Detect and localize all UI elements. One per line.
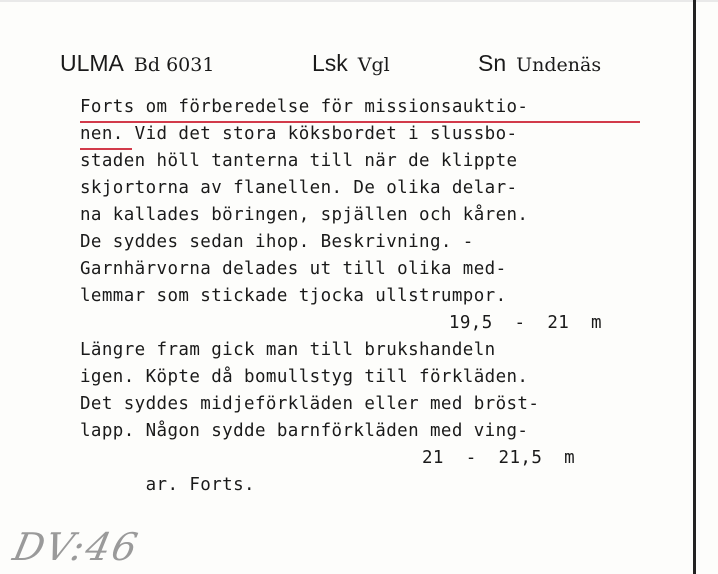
text-line: Längre fram gick man till brukshandeln <box>80 340 496 360</box>
text-line: staden höll tanterna till när de klippte <box>80 151 518 171</box>
text-line: igen. Köpte då bomullstyg till förkläden. <box>80 367 529 387</box>
card-right-edge <box>693 0 696 574</box>
archive-value: Bd 6031 <box>133 54 215 76</box>
socken-field <box>478 50 601 79</box>
text-line: na kallades böringen, spjällen och kåren. <box>80 205 529 225</box>
text-line: nen. Vid det stora köksbordet i slussbo- <box>80 124 518 144</box>
text-line: Det syddes midjeförkläden eller med bröst- <box>80 394 540 414</box>
text-line: skjortorna av flanellen. De olika delar- <box>80 178 518 198</box>
socken-label: Sn <box>478 50 507 76</box>
socken-value: Undenäs <box>516 54 602 76</box>
card-body <box>80 94 680 495</box>
landskap-label: Lsk <box>312 50 348 76</box>
last-line-text: ar. Forts. <box>145 475 255 495</box>
archive-label: ULMA <box>60 50 124 76</box>
landskap-field <box>312 50 390 79</box>
text-line: lemmar som stickade tjocka ullstrumpor. <box>80 286 507 306</box>
landskap-value: Vgl <box>357 54 390 76</box>
last-line <box>80 445 680 495</box>
measure-range-2: 21 - 21,5 m <box>422 448 576 468</box>
measure-range-1: 19,5 - 21 m <box>448 313 602 333</box>
text-line: De syddes sedan ihop. Beskrivning. - <box>80 232 474 252</box>
text-line: Forts om förberedelse för missionsauktio- <box>80 97 529 117</box>
card-top-edge <box>0 0 718 2</box>
text-line: lapp. Någon sydde barnförkläden med ving- <box>80 421 529 441</box>
text-line: Garnhärvorna delades ut till olika med- <box>80 259 507 279</box>
archive-field <box>60 50 214 79</box>
handwritten-note: DV:46 <box>9 525 144 569</box>
